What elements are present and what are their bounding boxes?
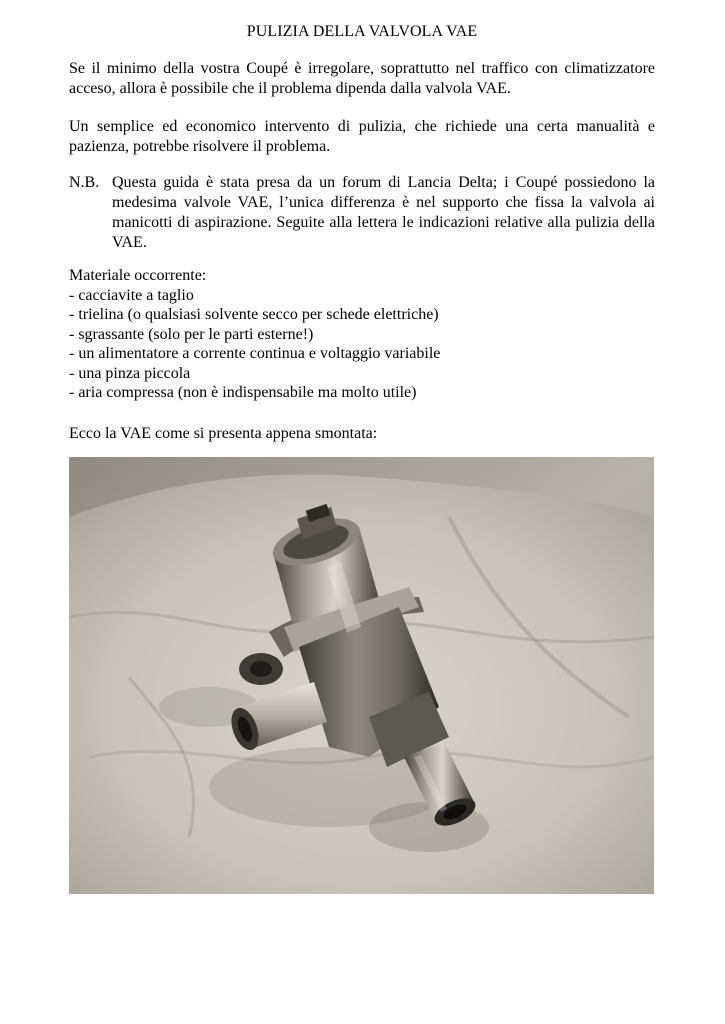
list-item: - una pinza piccola <box>69 364 191 382</box>
note-label: N.B. <box>69 174 100 191</box>
valve-photo <box>69 457 654 894</box>
intro-paragraph: Se il minimo della vostra Coupé è irregolare, soprattutto nel traffico con climatizzatore acceso, allora è possibile che il problema dipenda dalla valvola VAE. <box>69 60 655 97</box>
list-item: - sgrassante (solo per le parti esterne!) <box>69 325 314 343</box>
list-item: - trielina (o qualsiasi solvente secco per schede elettriche) <box>69 306 439 323</box>
note-text: Questa guida è stata presa da un forum di Lancia Delta; i Coupé possiedono la medesima valvole VAE, l’unica differenza è nel supporto che fissa la valvola ai manicotti di aspirazione. Seguite alla lettera le indicazioni relative alla pulizia della VAE. <box>112 174 655 251</box>
valve-photo-drawing <box>69 457 654 894</box>
page-title: PULIZIA DELLA VALVOLA VAE <box>246 23 478 40</box>
materials-list <box>69 266 655 403</box>
list-item: - un alimentatore a corrente continua e voltaggio variabile <box>69 345 441 362</box>
photo-caption: Ecco la VAE come si presenta appena smontata: <box>69 425 378 442</box>
materials-heading: Materiale occorrente: <box>69 267 207 284</box>
list-item: - aria compressa (non è indispensabile ma molto utile) <box>69 384 417 401</box>
second-paragraph: Un semplice ed economico intervento di pulizia, che richiede una certa manualità e pazienza, potrebbe risolvere il problema. <box>69 118 655 155</box>
list-item: - cacciavite a taglio <box>69 286 194 304</box>
